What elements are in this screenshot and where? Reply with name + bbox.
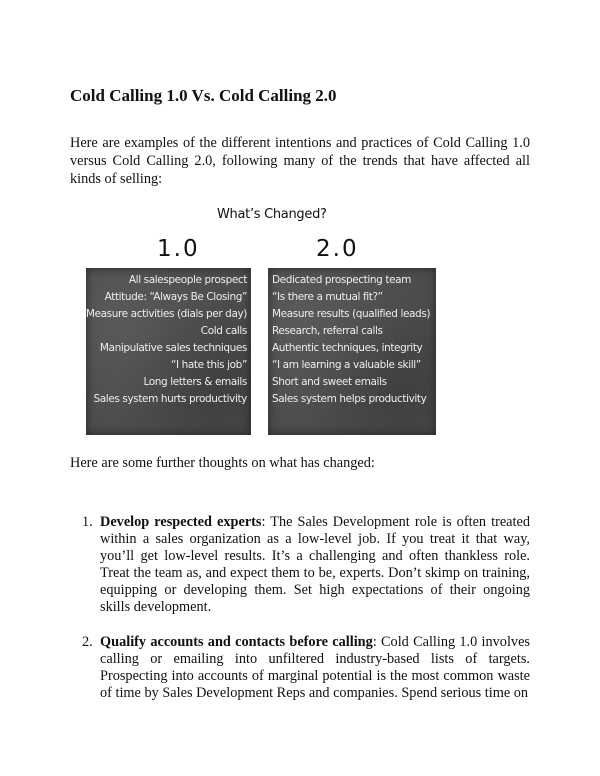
board-item-1-0: Long letters & emails	[143, 376, 247, 388]
figure-title: What’s Changed?	[217, 207, 327, 222]
board-item-1-0: Measure activities (dials per day)	[85, 308, 247, 320]
board-item-1-0: Sales system hurts productivity	[93, 393, 247, 405]
board-item-2-0: Authentic techniques, integrity	[272, 342, 423, 354]
list-item-heading: Develop respected experts	[100, 514, 262, 530]
whats-changed-figure	[84, 200, 442, 440]
board-item-1-0: Cold calls	[200, 325, 247, 337]
board-item-1-0: Manipulative sales techniques	[99, 342, 247, 354]
page-title: Cold Calling 1.0 Vs. Cold Calling 2.0	[70, 86, 337, 105]
board-item-1-0: All salespeople prospect	[128, 274, 247, 286]
numbered-list	[70, 514, 530, 720]
list-item	[70, 514, 530, 616]
board-item-2-0: “Is there a mutual fit?”	[272, 291, 383, 303]
board-item-2-0: Sales system helps productivity	[272, 393, 427, 405]
chalkboard-1-0	[86, 268, 251, 435]
board-item-2-0: Dedicated prospecting team	[272, 274, 411, 286]
list-item-number: 1.	[82, 514, 93, 530]
list-item-text: : Cold Calling 1.0 involves calling or emailing into unfiltered industry-based lists of targets. Prospecting into accounts of marginal potential is the most common waste of time by Sales Development Reps and companies. Spend serious time on	[100, 634, 530, 701]
intro-paragraph: Here are examples of the different intentions and practices of Cold Calling 1.0 versus Cold Calling 2.0, following many of the trends that have affected all kinds of selling:	[70, 135, 530, 187]
list-item-number: 2.	[82, 634, 93, 650]
board-item-2-0: Research, referral calls	[272, 325, 383, 337]
further-thoughts-text: Here are some further thoughts on what has changed:	[70, 455, 375, 471]
board-item-1-0: Attitude: “Always Be Closing”	[104, 291, 247, 303]
list-item-heading: Qualify accounts and contacts before calling	[100, 634, 373, 650]
list-item-text: : The Sales Development role is often treated within a sales organization as a low-level job. If you treat it that way, you’ll get low-level results. It’s a challenging and often thankless role. Treat the team as, and expect them to be, experts. Don’t skimp on training, equipping or developing them. Set high expectations of their ongoing skills development.	[100, 514, 530, 615]
chalkboard-2-0	[268, 268, 436, 435]
heading-2-0: 2.0	[316, 236, 359, 262]
board-item-2-0: Measure results (qualified leads)	[272, 308, 431, 320]
heading-1-0: 1.0	[157, 236, 200, 262]
board-item-2-0: Short and sweet emails	[272, 376, 387, 388]
list-item	[70, 634, 530, 702]
board-item-1-0: “I hate this job”	[170, 359, 247, 371]
board-item-2-0: “I am learning a valuable skill”	[272, 359, 421, 371]
